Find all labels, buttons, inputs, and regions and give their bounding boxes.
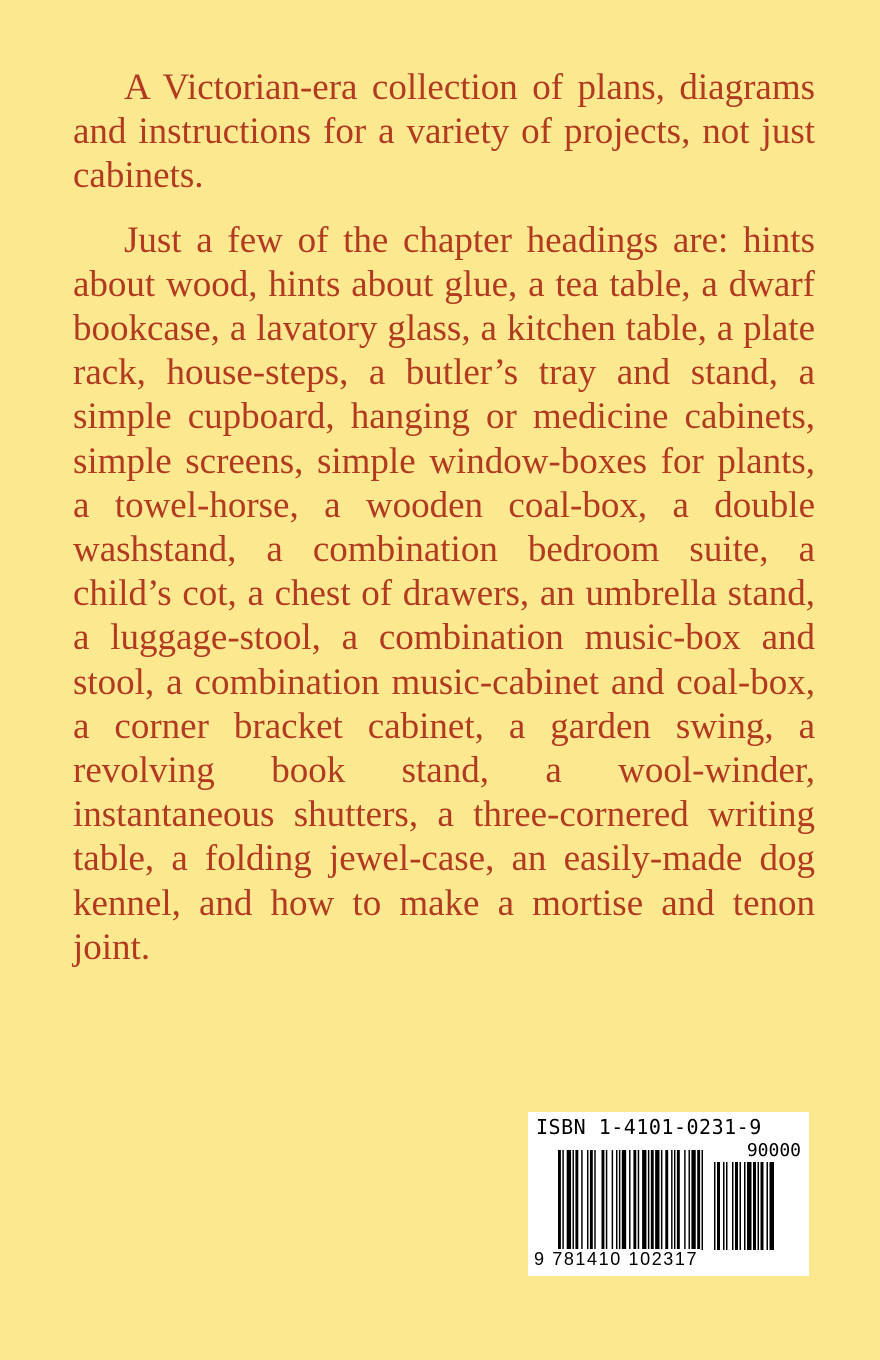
- price-code: 90000: [746, 1140, 801, 1161]
- isbn-number: ISBN 1-4101-0231-9: [536, 1115, 762, 1139]
- isbn-barcode: [528, 1112, 809, 1276]
- cover-blurb: [73, 66, 815, 970]
- blurb-paragraph-intro: A Victorian-era collection of plans, diagrams and instructions for a variety of projects, not just cabinets.: [73, 67, 815, 197]
- blurb-paragraph-chapters: Just a few of the chapter headings are: hints about wood, hints about glue, a tea table, a dwarf bookcase, a lavatory glass, a kitchen table, a plate rack, house-steps, a butler’s tray and stand, a simple cupboard, hanging or medicine cabinets, simple screens, simple window-boxes for plants, a towel-horse, a wooden coal-box, a double washstand, a combination bedroom suite, a child’s cot, a chest of drawers, an umbrella stand, a luggage-stool, a combination music-box and stool, a combination music-cabinet and coal-box, a corner bracket cabinet, a garden swing, a revolving book stand, a wool-winder, instantaneous shutters, a three-cornered writing table, a folding jewel-case, an easily-made dog kennel, and how to make a mortise and tenon joint.: [73, 219, 815, 968]
- ean-digits: 9 781410 102317: [534, 1249, 699, 1269]
